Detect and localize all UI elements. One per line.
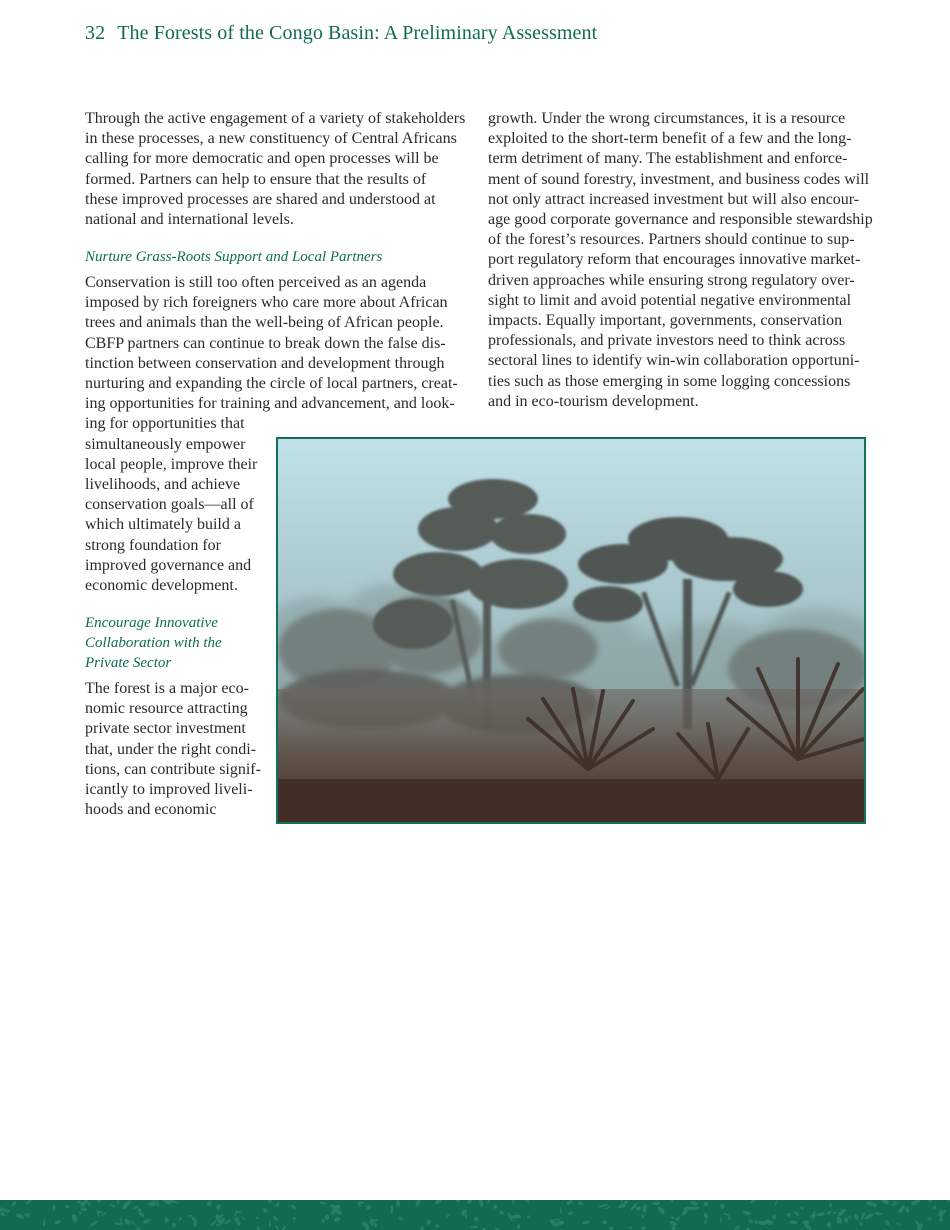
left-paragraph-3: The forest is a major eco- nomic resource attracting private sector investment that, under the right condi- tions, can contribute signif- icantly to improved liveli- hoods and economic xyxy=(85,680,261,819)
left-paragraph-1: Through the active engagement of a variety of stakeholders in these processes, a new constituency of Central Africans calling for more democratic and open processes will be formed. Partners can help to ensure that the results of these improved processes are shared and understood at national and international levels. xyxy=(85,110,466,229)
page-number: 32 xyxy=(85,22,106,44)
forest-illustration xyxy=(278,439,864,822)
left-paragraph-2: Conservation is still too often perceived as an agenda imposed by rich foreigners who care more about African trees and animals than the well-being of African people. CBFP partners can continue to break down the false dis- tinction between conservation and development through nurturing and expanding the circle of local partners, creat- ing opportunities for training and advancement, and look- ing for opportunities that simultaneously empower local people, improve their livelihoods, and achieve conservation goals—all of which ultimately build a strong foundation for improved governance and economic development. xyxy=(85,274,458,595)
running-header xyxy=(85,22,597,45)
leaf-speckle xyxy=(554,1219,560,1221)
right-paragraph-1: growth. Under the wrong circumstances, it is a resource exploited to the short-term benefit of a few and the long- term detriment of many. The establishment and enforce- ment of sound forestry, investment, and business codes will not only attract increased investment but will also encour- age good corporate governance and responsible stewardship of the forest’s resources. Partners should continue to sup- port regulatory reform that encourages innovative market- driven approaches while ensuring strong regulatory over- sight to limit and avoid potential negative environmental impacts. Equally important, governments, conservation professionals, and private investors need to think across sectoral lines to identify win-win collaboration opportuni- ties such as those emerging in some logging concessions and in eco-tourism development. xyxy=(488,110,873,410)
leaf-speckle xyxy=(269,1220,271,1228)
subheading-grass-roots: Nurture Grass-Roots Support and Local Partners xyxy=(85,249,383,265)
subheading-private-sector: Encourage Innovative Collaboration with the Private Sector xyxy=(85,615,222,672)
decorative-footer-band xyxy=(0,1200,950,1230)
book-title: The Forests of the Congo Basin: A Preliminary Assessment xyxy=(117,22,598,44)
misty-forest-photo xyxy=(276,437,866,824)
leaf-pattern xyxy=(0,1200,950,1230)
